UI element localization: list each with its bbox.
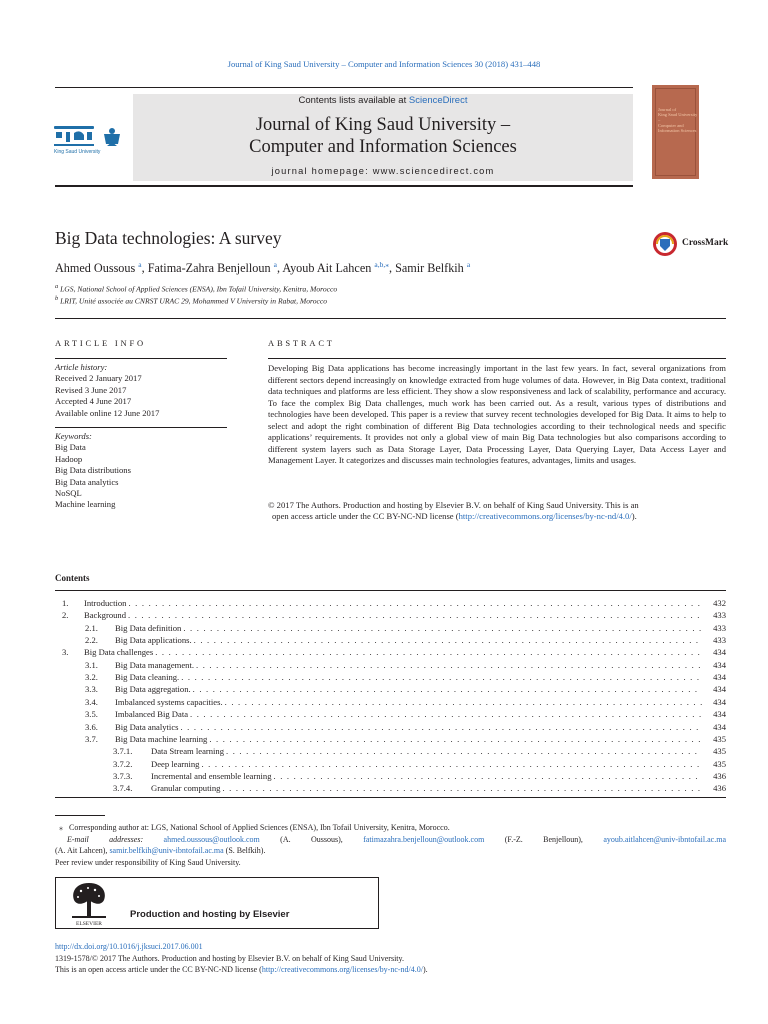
elsevier-production-text: Production and hosting by Elsevier [130, 909, 290, 920]
toc-entry[interactable] [55, 758, 726, 770]
author-name: Fatima-Zahra Benjelloun [147, 261, 271, 276]
journal-cover-thumbnail [652, 85, 699, 179]
toc-entry-title: Background [84, 610, 127, 621]
author-list: Ahmed Oussous $^a$, Fatima-Zahra Benjelloun $^a$, Ayoub Ait Lahcen $^{a,b,⁎}$, Samir Belfkih $^a$ [55, 260, 471, 276]
keywords-label: Keywords: [55, 431, 92, 441]
keywords-rule [55, 427, 227, 428]
toc-leader-dots [178, 721, 702, 733]
toc-entry-number: 3.7. [85, 733, 98, 744]
journal-title-line2: Computer and Information Sciences [249, 137, 517, 157]
bottom-license-link[interactable]: http://creativecommons.org/licenses/by-nc-nd/4.0/ [261, 965, 423, 975]
homepage-link[interactable]: www.sciencedirect.com [372, 166, 495, 176]
toc-entry-page: 434 [713, 659, 726, 670]
toc-leader-dots [181, 622, 702, 634]
toc-entry[interactable] [55, 721, 726, 733]
article-history [55, 362, 159, 419]
keyword: Big Data [55, 442, 86, 453]
toc-entry-number: 3.4. [85, 696, 98, 707]
contents-prefix: Contents lists available at [298, 95, 409, 106]
toc-entry-title: Imbalanced Big Data [115, 709, 189, 720]
toc-leader-dots [194, 659, 702, 671]
toc-entry-title: Data Stream learning [151, 746, 225, 757]
journal-title-line1: Journal of King Saud University – [255, 115, 511, 135]
toc-entry-title: Big Data management. [115, 659, 194, 670]
article-info-top-rule [55, 318, 726, 319]
author-name: Ahmed Oussous [55, 261, 136, 276]
toc-entry[interactable] [55, 733, 726, 745]
license-link[interactable]: http://creativecommons.org/licenses/by-nc-nd/4.0/ [458, 511, 632, 521]
toc-entry-page: 434 [713, 696, 726, 707]
toc-leader-dots [207, 733, 702, 745]
elsevier-tree-logo [66, 880, 112, 927]
author-affiliation-marker[interactable]: a [138, 260, 142, 269]
email-link[interactable]: samir.belfkih@univ-ibntofail.ac.ma [109, 846, 224, 856]
toc-entry-page: 434 [713, 709, 726, 720]
toc-entry-title: Big Data machine learning [115, 733, 208, 744]
journal-title [133, 114, 633, 158]
issn-line: 1319-1578/© 2017 The Authors. Production and hosting by Elsevier B.V. on behalf of King Saud University. [55, 953, 405, 963]
abstract-heading: ABSTRACT [268, 338, 335, 348]
toc-entry[interactable] [55, 770, 726, 782]
elsevier-logo-label: ELSEVIER [76, 921, 102, 927]
toc-entry-title: Big Data challenges [84, 647, 154, 658]
toc-entry-number: 3.2. [85, 672, 98, 683]
toc-entry-page: 434 [713, 721, 726, 732]
toc-entry-number: 1. [62, 598, 69, 608]
keyword: NoSQL [55, 488, 82, 499]
peer-review-note: Peer review under responsibility of King Saud University. [55, 857, 241, 867]
article-bottom-info [55, 941, 726, 976]
email-addresses-continued: (A. Ait Lahcen), samir.belfkih@univ-ibntofail.ac.ma (S. Belfkih). [55, 846, 266, 856]
toc-entry[interactable] [55, 683, 726, 695]
author-affiliation-marker[interactable]: a [273, 260, 277, 269]
toc-entry-title: Big Data definition [115, 622, 182, 633]
author-affiliation-marker[interactable]: a,b,⁎ [374, 260, 389, 269]
toc-leader-dots [272, 770, 703, 782]
toc-entry[interactable] [55, 609, 726, 621]
abstract-license: open access article under the CC BY-NC-ND license (http://creativecommons.org/licenses/by-nc-nd/4.0/). [272, 511, 637, 521]
toc-leader-dots [179, 671, 702, 683]
toc-entry-page: 432 [713, 598, 726, 608]
toc-entry-page: 435 [713, 746, 726, 757]
toc-entry-title: Big Data cleaning. [115, 672, 180, 683]
history-item: Accepted 4 June 2017 [55, 396, 132, 407]
toc-leader-dots [153, 646, 702, 658]
toc-entry-number: 3.7.3. [113, 770, 133, 781]
toc-entry-number: 2.1. [85, 622, 98, 633]
contents-bottom-rule [55, 797, 726, 798]
article-info-rule [55, 358, 227, 359]
history-item: Received 2 January 2017 [55, 373, 142, 384]
history-label: Article history: [55, 362, 108, 372]
toc-entry[interactable] [55, 646, 726, 658]
doi-link[interactable]: http://dx.doi.org/10.1016/j.jksuci.2017.06.001 [55, 942, 203, 951]
toc-entry-number: 3. [62, 647, 69, 658]
toc-entry-title: Granular computing [151, 783, 221, 794]
abstract-text: Developing Big Data applications has become increasingly important in the last few years. In fact, several organizations from different sectors depend increasingly on knowledge extracted from huge volumes of data. However, in Big Data context, traditional data techniques and platforms are less efficient. They show a slow responsiveness and lack of scalability, performance and accuracy. To face the complex Big Data challenges, much work has been carried out. As a result, various types of distributions and technologies have been developed. This paper is a review that survey recent technologies developed for Big Data. It aims to help to select and adopt the right combination of different Big Data technologies according to their technological needs and specific applications’ requirements. It provides not only a global view of main Big Data technologies but also comparisons according to different system layers such as Data Storage Layer, Data Processing Layer, Data Querying Layer, Data Access Layer and Management Layer. It categorizes and discusses main technologies features, advantages, limits and usages. [268, 363, 726, 465]
toc-entry[interactable] [55, 634, 726, 646]
email-link[interactable]: ahmed.oussous@outlook.com [163, 834, 260, 844]
cover-text: Journal of King Saud University – Computer and Information Sciences [658, 107, 698, 133]
toc-entry-title: Introduction [84, 598, 127, 608]
toc-entry-number: 3.6. [85, 721, 98, 732]
toc-leader-dots [223, 696, 702, 708]
footnote [55, 822, 726, 868]
keyword: Machine learning [55, 499, 116, 510]
journal-reference[interactable]: Journal of King Saud University – Computer and Information Sciences 30 (2018) 431–448 [227, 59, 541, 69]
toc-entry-page: 434 [713, 684, 726, 695]
article-info-heading: ARTICLE INFO [55, 338, 146, 348]
toc-entry-title: Imbalanced systems capacities. [115, 696, 223, 707]
king-saud-university-logo [52, 120, 134, 156]
toc-leader-dots [188, 708, 702, 720]
toc-entry-page: 435 [713, 758, 726, 769]
toc-leader-dots [224, 745, 702, 757]
toc-entry[interactable] [55, 622, 726, 634]
email-link[interactable]: ayoub.aitlahcen@univ-ibntofail.ac.ma [603, 834, 726, 844]
toc-entry-number: 3.5. [85, 709, 98, 720]
toc-entry-title: Big Data analytics [115, 721, 179, 732]
toc-entry-page: 436 [713, 770, 726, 781]
contents-available [133, 95, 633, 106]
affiliation-b: $^b$ LRIT, Unité associée au CNRST URAC 29, Mohammed V University in Rabat, Morocco [55, 295, 328, 306]
toc-entry-page: 433 [713, 635, 726, 646]
bottom-license-line: This is an open access article under the CC BY-NC-ND license (http://creativecommons.org/licenses/by-nc-nd/4.0/). [55, 965, 428, 975]
toc-leader-dots [191, 683, 702, 695]
toc-leader-dots [199, 758, 702, 770]
toc-entry-page: 435 [713, 733, 726, 744]
toc-entry-number: 3.7.2. [113, 758, 133, 769]
logo-text: King Saud University [54, 149, 101, 155]
toc-entry-number: 2.2. [85, 635, 98, 646]
history-item: Available online 12 June 2017 [55, 407, 160, 418]
keyword: Big Data analytics [55, 476, 119, 487]
toc-leader-dots [220, 782, 702, 794]
toc-entry-page: 434 [713, 672, 726, 683]
journal-homepage [133, 166, 633, 176]
contents-top-rule [55, 590, 726, 591]
toc-leader-dots [192, 634, 702, 646]
paper-title: Big Data technologies: A survey [55, 228, 282, 248]
homepage-prefix: journal homepage: [271, 166, 373, 176]
toc-entry-page: 433 [713, 622, 726, 633]
toc-entry[interactable] [55, 782, 726, 794]
toc-entry[interactable] [55, 708, 726, 720]
toc-entry[interactable] [55, 745, 726, 757]
toc-entry-title: Incremental and ensemble learning [151, 770, 272, 781]
keyword: Hadoop [55, 453, 83, 464]
footnote-rule [55, 815, 105, 816]
toc-entry-page: 433 [713, 610, 726, 621]
toc-entry[interactable] [55, 659, 726, 671]
crossmark-label[interactable]: CrossMark [682, 238, 729, 248]
contents-heading: Contents [55, 573, 90, 583]
abstract-copyright: © 2017 The Authors. Production and hosting by Elsevier B.V. on behalf of King Saud University. This is an [268, 500, 639, 510]
abstract-rule [268, 358, 726, 359]
toc-entry-page: 434 [713, 647, 726, 658]
toc-entry-number: 3.7.1. [113, 746, 133, 757]
toc-leader-dots [126, 597, 702, 609]
keywords [55, 431, 131, 511]
email-addresses: E-mail addresses: ahmed.oussous@outlook.com (A. Oussous), fatimazahra.benjelloun@outlook.com (F.-Z. Benjelloun), ayoub.aitlahcen@univ-ibntofail.ac.ma [67, 834, 726, 844]
author-affiliation-marker[interactable]: a [466, 260, 471, 269]
history-item: Revised 3 June 2017 [55, 384, 127, 395]
affiliation-a: $^a$ LGS, National School of Applied Sciences (ENSA), Ibn Tofail University, Kenitra, Morocco [55, 283, 338, 294]
toc-entry-page: 436 [713, 783, 726, 794]
corresponding-author-note: ⁎ Corresponding author at: LGS, National School of Applied Sciences (ENSA), Ibn Tofail University, Kenitra, Morocco. [59, 823, 450, 832]
toc-entry[interactable] [55, 671, 726, 683]
toc-entry-number: 3.3. [85, 684, 98, 695]
toc-entry[interactable] [55, 597, 726, 609]
sciencedirect-link[interactable]: ScienceDirect [408, 95, 468, 106]
email-link[interactable]: fatimazahra.benjelloun@outlook.com [363, 834, 485, 844]
header-bottom-rule [55, 185, 633, 187]
toc-entry-title: Big Data applications. [115, 635, 192, 646]
toc-entry-title: Big Data aggregation. [115, 684, 191, 695]
toc-entry[interactable] [55, 696, 726, 708]
toc-leader-dots [126, 609, 702, 621]
toc-entry-number: 3.1. [85, 659, 98, 670]
header-top-rule [55, 87, 633, 88]
author-name: Ayoub Ait Lahcen [282, 261, 372, 276]
author-name: Samir Belfkih [395, 261, 464, 276]
keyword: Big Data distributions [55, 465, 131, 476]
toc-entry-title: Deep learning [151, 758, 200, 769]
toc-entry-number: 2. [62, 610, 69, 621]
toc-entry-number: 3.7.4. [113, 783, 133, 794]
